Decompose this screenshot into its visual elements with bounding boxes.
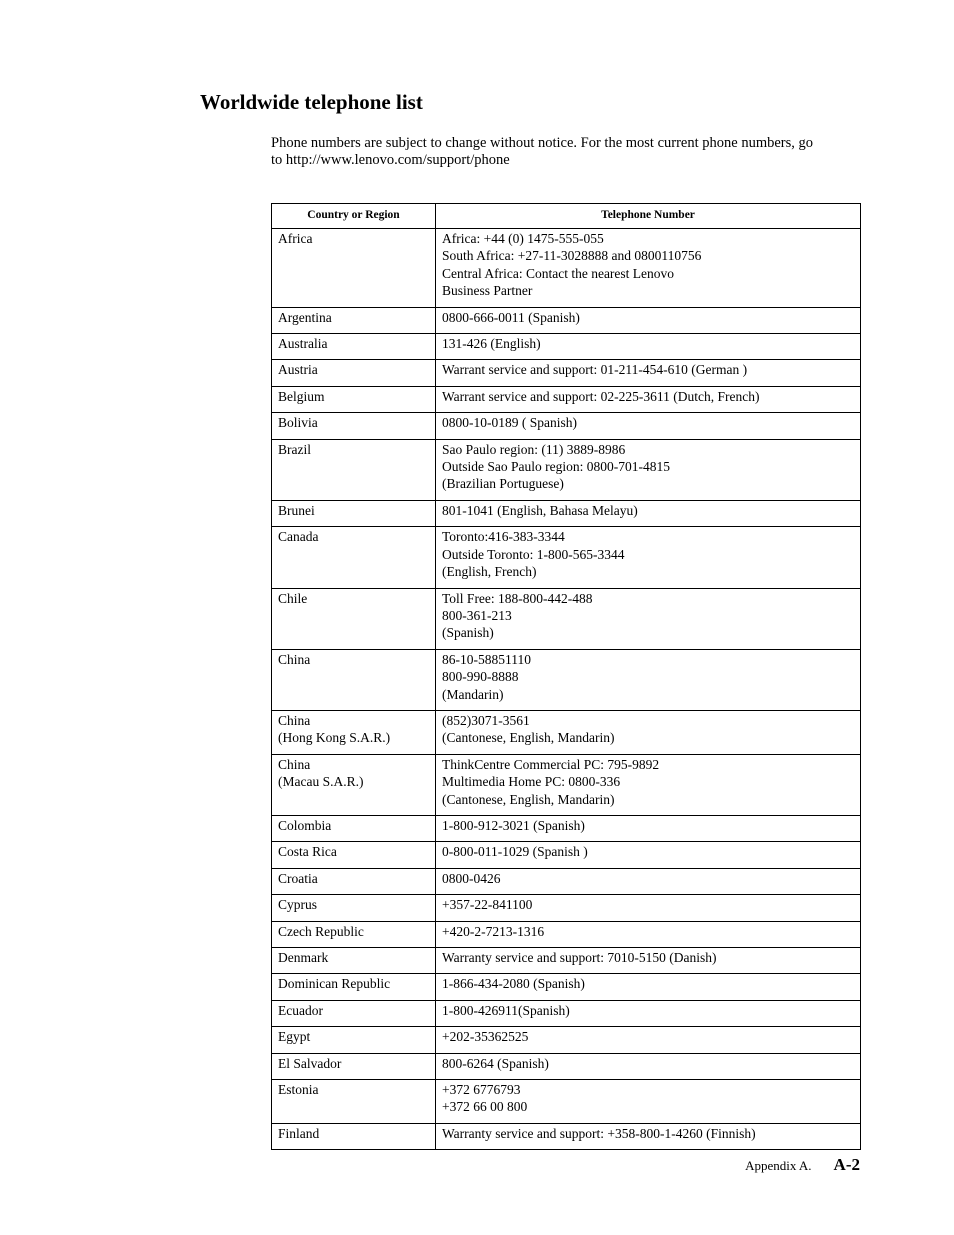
country-name: Bolivia — [278, 415, 318, 431]
intro-line-2: to http://www.lenovo.com/support/phone — [271, 152, 510, 168]
country-cell — [272, 710, 436, 754]
table-row — [272, 921, 861, 947]
country-cell — [272, 1027, 436, 1053]
country-name: Brazil — [278, 441, 311, 457]
telephone-number: Toll Free: 188-800-442-488 — [442, 590, 593, 606]
telephone-number: Africa: +44 (0) 1475-555-055 — [442, 231, 604, 246]
telephone-number: 0800-666-0011 (Spanish) — [442, 309, 580, 325]
telephone-cell — [436, 815, 861, 841]
country-cell — [272, 1080, 436, 1124]
table-row — [272, 588, 861, 649]
telephone-number: +420-2-7213-1316 — [442, 923, 545, 939]
country-cell — [272, 974, 436, 1000]
country-name: (Hong Kong S.A.R.) — [278, 730, 391, 746]
telephone-cell — [436, 1080, 861, 1124]
table-row — [272, 1123, 861, 1149]
telephone-number: (Brazilian Portuguese) — [442, 476, 564, 492]
intro-line-1: Phone numbers are subject to change without notice. For the most current phone numbers, go — [271, 135, 814, 151]
intro-paragraph — [271, 135, 871, 169]
telephone-cell — [436, 588, 861, 649]
telephone-cell — [436, 754, 861, 815]
country-name: Australia — [278, 336, 328, 352]
country-cell — [272, 360, 436, 386]
country-name: Colombia — [278, 817, 332, 833]
telephone-number: 0800-0426 — [442, 870, 501, 886]
telephone-cell — [436, 413, 861, 439]
footer-appendix-label: Appendix A. — [745, 1158, 812, 1173]
country-name: Costa Rica — [278, 844, 337, 860]
country-cell — [272, 1123, 436, 1149]
country-cell — [272, 588, 436, 649]
telephone-cell — [436, 229, 861, 308]
table-row — [272, 307, 861, 333]
telephone-cell — [436, 921, 861, 947]
telephone-table — [271, 203, 861, 1150]
telephone-number: ThinkCentre Commercial PC: 795-9892 — [442, 756, 660, 772]
country-name: Chile — [278, 590, 308, 606]
country-cell — [272, 754, 436, 815]
table-row — [272, 413, 861, 439]
telephone-cell — [436, 649, 861, 710]
table-row — [272, 1053, 861, 1079]
country-name: Estonia — [278, 1082, 319, 1098]
telephone-number: 1-866-434-2080 (Spanish) — [442, 976, 585, 992]
country-cell — [272, 815, 436, 841]
table-body — [272, 229, 861, 1150]
country-cell — [272, 895, 436, 921]
table-row — [272, 710, 861, 754]
telephone-cell — [436, 710, 861, 754]
table-row — [272, 895, 861, 921]
telephone-cell — [436, 974, 861, 1000]
telephone-number: (Spanish) — [442, 625, 494, 641]
country-name: Denmark — [278, 950, 329, 965]
country-name: Cyprus — [278, 897, 318, 913]
table-row — [272, 334, 861, 360]
telephone-cell — [436, 334, 861, 360]
country-name: Egypt — [278, 1029, 311, 1045]
table-row — [272, 386, 861, 412]
telephone-number: (Cantonese, English, Mandarin) — [442, 730, 615, 746]
table-row — [272, 500, 861, 526]
column-header-country: Country or Region — [272, 204, 436, 229]
telephone-cell — [436, 895, 861, 921]
telephone-number: 0800-10-0189 ( Spanish) — [442, 415, 577, 431]
telephone-number: 800-6264 (Spanish) — [442, 1055, 549, 1071]
country-cell — [272, 1000, 436, 1026]
country-name: (Macau S.A.R.) — [278, 774, 364, 790]
telephone-number: +202-35362525 — [442, 1029, 529, 1045]
country-cell — [272, 948, 436, 974]
country-cell — [272, 1053, 436, 1079]
telephone-number: Warrant service and support: 02-225-3611 (Dutch, French) — [442, 388, 760, 404]
table-row — [272, 649, 861, 710]
telephone-cell — [436, 386, 861, 412]
page-footer — [745, 1155, 860, 1175]
country-cell — [272, 842, 436, 868]
telephone-number: South Africa: +27-11-3028888 and 0800110756 — [442, 248, 702, 264]
country-name: Finland — [278, 1125, 320, 1141]
telephone-cell — [436, 307, 861, 333]
telephone-cell — [436, 439, 861, 500]
telephone-cell — [436, 500, 861, 526]
telephone-number: 86-10-58851110 — [442, 651, 531, 667]
country-name: China — [278, 712, 311, 728]
telephone-cell — [436, 842, 861, 868]
table-row — [272, 439, 861, 500]
telephone-cell — [436, 360, 861, 386]
telephone-number: +372 66 00 800 — [442, 1099, 528, 1115]
page-title: Worldwide telephone list — [200, 90, 423, 114]
country-cell — [272, 413, 436, 439]
table-row — [272, 229, 861, 308]
telephone-number: +372 6776793 — [442, 1082, 521, 1098]
telephone-cell — [436, 868, 861, 894]
country-name: Brunei — [278, 502, 315, 518]
telephone-number: Sao Paulo region: (11) 3889-8986 — [442, 441, 626, 457]
country-name: Africa — [278, 231, 313, 246]
country-cell — [272, 649, 436, 710]
telephone-number: 1-800-426911(Spanish) — [442, 1002, 570, 1018]
telephone-number: Toronto:416-383-3344 — [442, 529, 565, 545]
table-row — [272, 815, 861, 841]
country-name: Austria — [278, 362, 318, 378]
country-cell — [272, 921, 436, 947]
country-cell — [272, 439, 436, 500]
telephone-number: 0-800-011-1029 (Spanish ) — [442, 844, 588, 860]
telephone-number: (Mandarin) — [442, 686, 504, 702]
country-cell — [272, 868, 436, 894]
telephone-number: Outside Toronto: 1-800-565-3344 — [442, 546, 625, 562]
country-name: China — [278, 756, 311, 772]
telephone-cell — [436, 1000, 861, 1026]
telephone-number: (Cantonese, English, Mandarin) — [442, 791, 615, 807]
country-name: China — [278, 651, 311, 667]
telephone-number: 801-1041 (English, Bahasa Melayu) — [442, 502, 638, 518]
country-cell — [272, 527, 436, 588]
page-number: A-2 — [833, 1155, 860, 1174]
country-name: Canada — [278, 529, 319, 545]
telephone-number: 131-426 (English) — [442, 336, 541, 352]
telephone-number: Business Partner — [442, 283, 533, 299]
table-row — [272, 1000, 861, 1026]
country-name: Ecuador — [278, 1002, 323, 1018]
table-row — [272, 974, 861, 1000]
country-cell — [272, 307, 436, 333]
country-name: Dominican Republic — [278, 976, 391, 992]
country-name: Belgium — [278, 388, 325, 404]
table-row — [272, 1080, 861, 1124]
table-row — [272, 842, 861, 868]
country-cell — [272, 386, 436, 412]
telephone-number: (852)3071-3561 — [442, 712, 530, 728]
table-row — [272, 948, 861, 974]
telephone-cell — [436, 1053, 861, 1079]
country-name: Croatia — [278, 870, 318, 886]
country-name: Argentina — [278, 309, 332, 325]
telephone-number: Warranty service and support: 7010-5150 (Danish) — [442, 950, 717, 965]
country-cell — [272, 500, 436, 526]
country-name: El Salvador — [278, 1055, 342, 1071]
telephone-number: 800-990-8888 — [442, 669, 519, 685]
table-header-row — [272, 204, 861, 229]
telephone-cell — [436, 1123, 861, 1149]
telephone-number: Outside Sao Paulo region: 0800-701-4815 — [442, 459, 670, 475]
telephone-number: Central Africa: Contact the nearest Lenovo — [442, 265, 675, 281]
country-cell — [272, 229, 436, 308]
table-row — [272, 754, 861, 815]
telephone-cell — [436, 948, 861, 974]
telephone-number: Multimedia Home PC: 0800-336 — [442, 774, 621, 790]
table-row — [272, 527, 861, 588]
table-row — [272, 868, 861, 894]
telephone-number: +357-22-841100 — [442, 897, 533, 913]
country-name: Czech Republic — [278, 923, 364, 939]
telephone-cell — [436, 1027, 861, 1053]
country-cell — [272, 334, 436, 360]
telephone-number: 800-361-213 — [442, 607, 512, 623]
telephone-number: Warranty service and support: +358-800-1-4260 (Finnish) — [442, 1125, 756, 1141]
table-row — [272, 360, 861, 386]
column-header-telephone: Telephone Number — [436, 204, 861, 229]
telephone-cell — [436, 527, 861, 588]
telephone-number: Warrant service and support: 01-211-454-610 (German ) — [442, 362, 748, 378]
telephone-number: (English, French) — [442, 564, 537, 580]
table-row — [272, 1027, 861, 1053]
telephone-number: 1-800-912-3021 (Spanish) — [442, 817, 585, 833]
